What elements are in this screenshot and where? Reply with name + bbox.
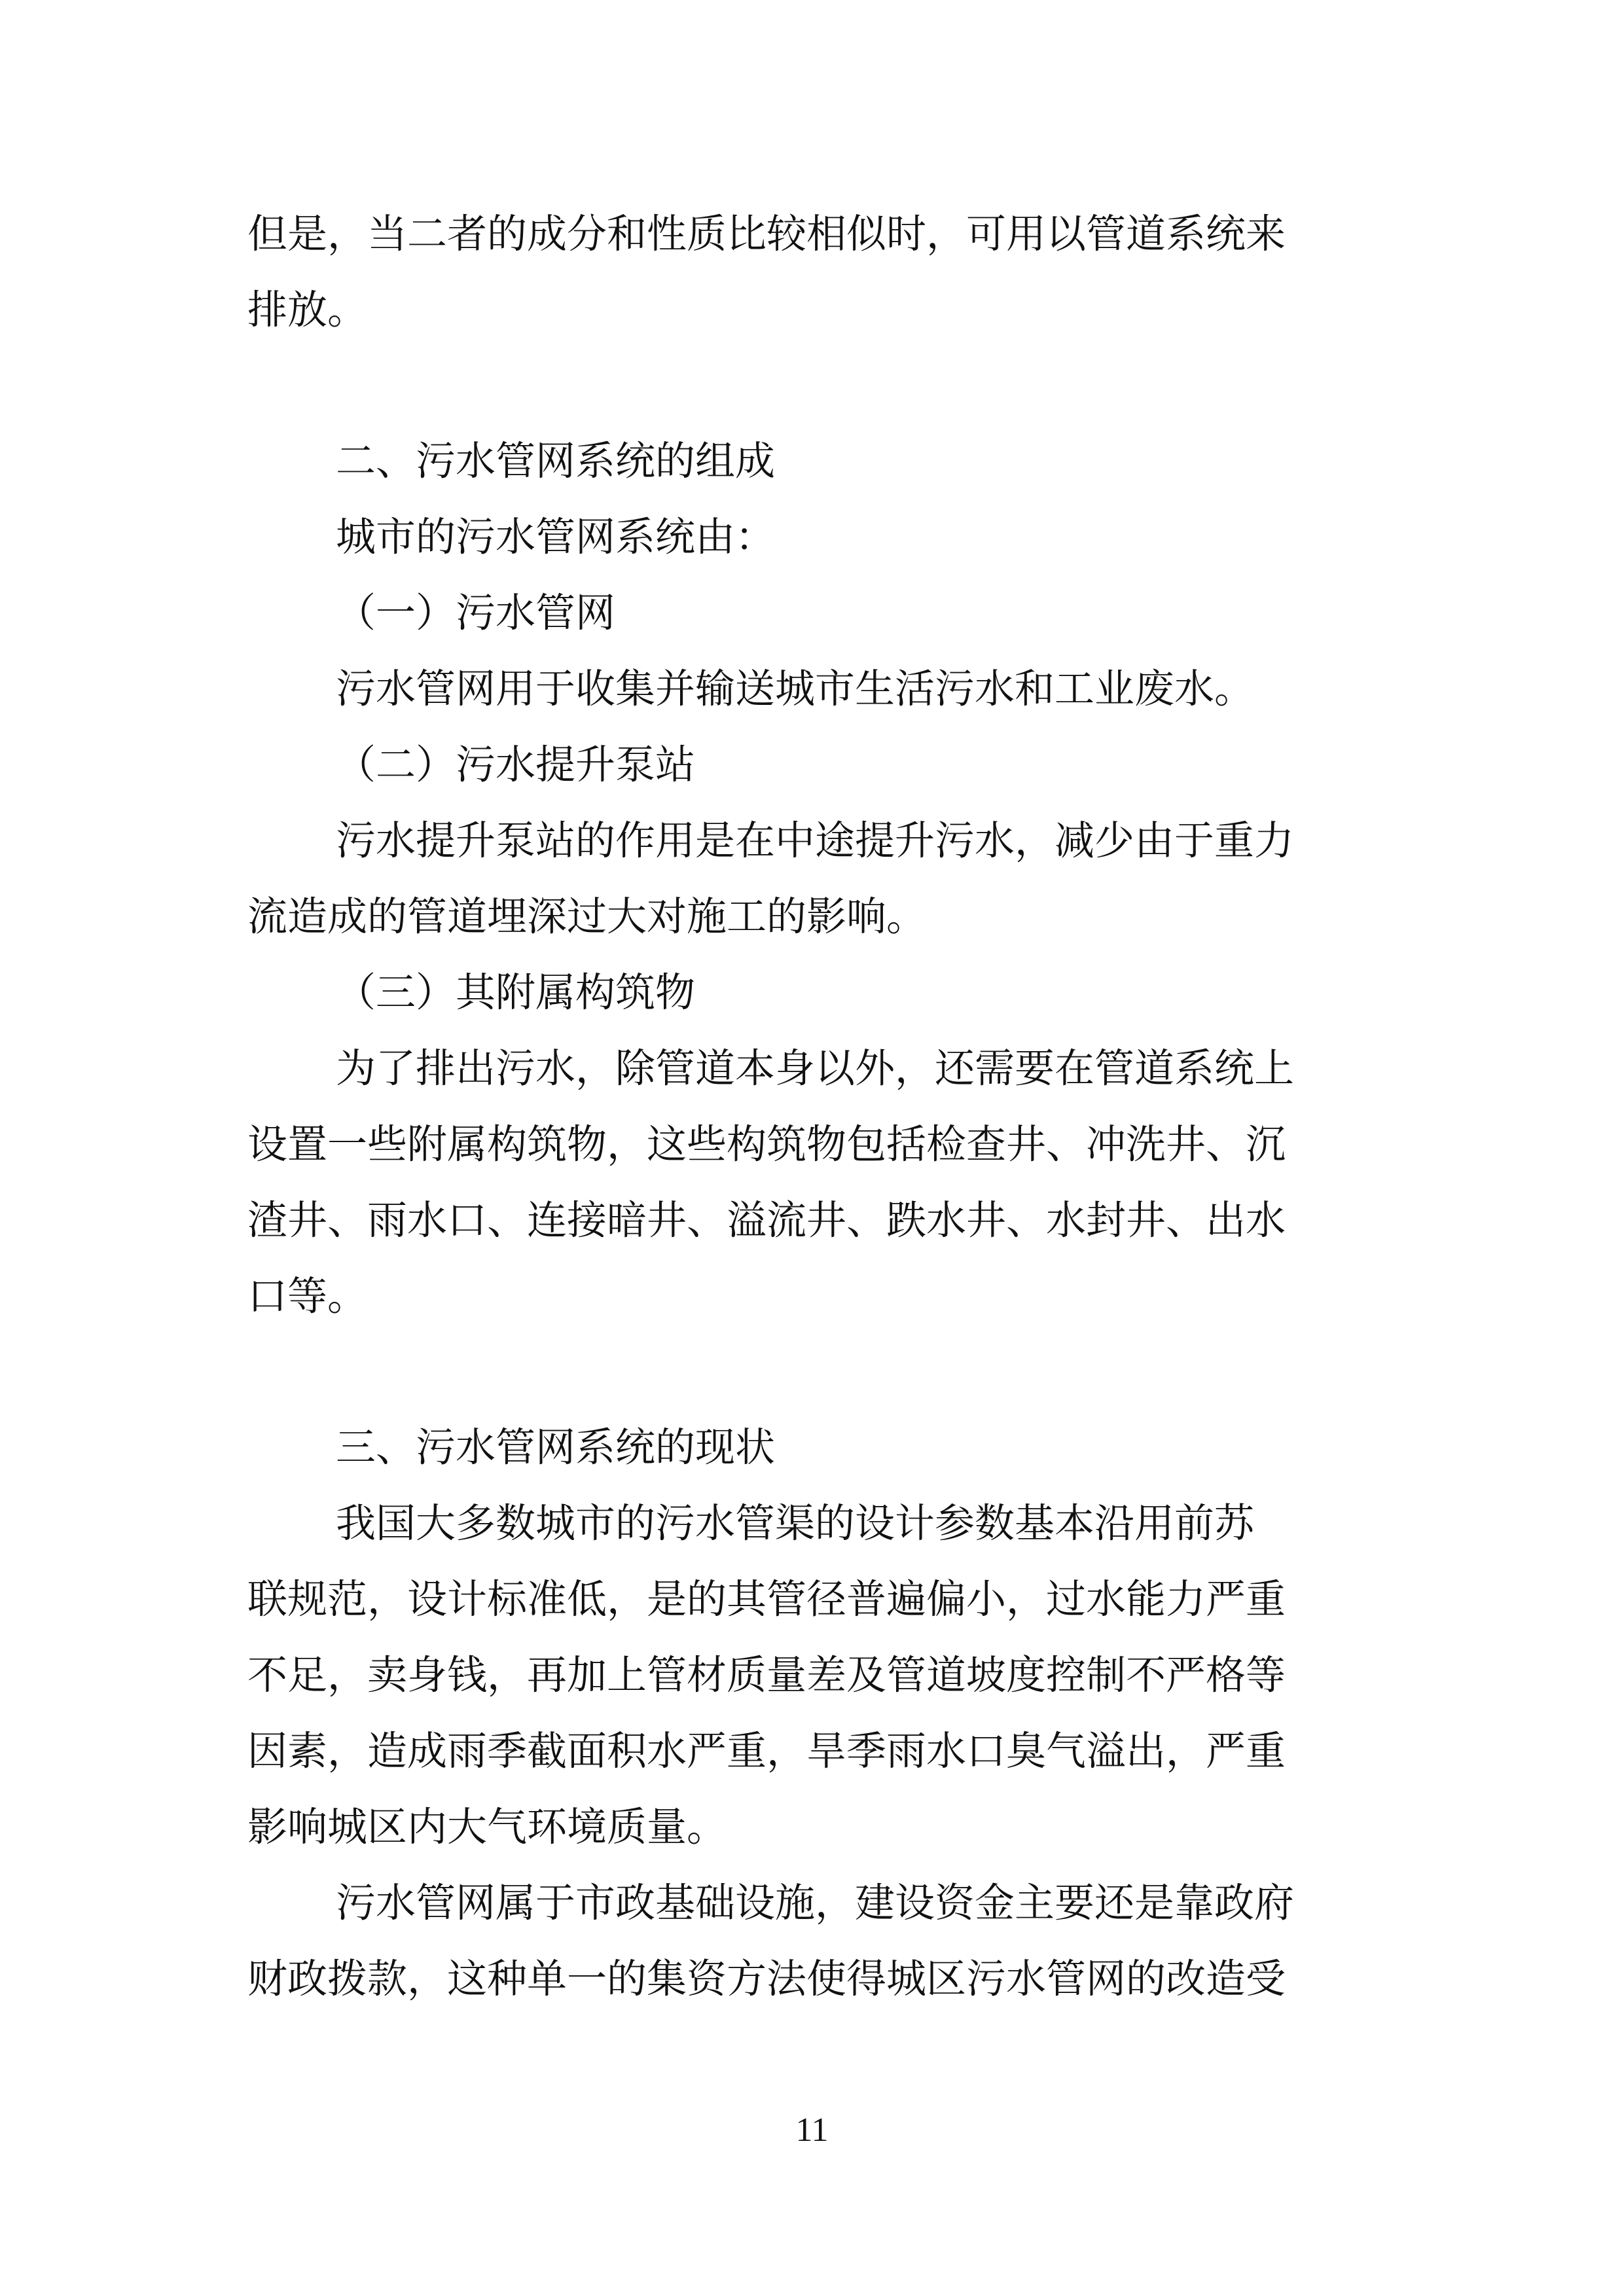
paragraph-line: 渣井、雨水口、连接暗井、溢流井、跌水井、水封井、出水	[247, 1197, 1286, 1244]
subsection-heading-1: （一）污水管网	[336, 590, 616, 636]
paragraph-line: 影响城区内大气环境质量。	[247, 1804, 727, 1850]
section-gap	[247, 348, 1386, 423]
paragraph-line: 污水管网用于收集并输送城市生活污水和工业废水。	[336, 666, 1255, 712]
paragraph-line: 口等。	[247, 1273, 368, 1319]
section-heading-3: 三、污水管网系统的现状	[336, 1424, 776, 1471]
paragraph-line: 城市的污水管网系统由：	[336, 514, 776, 560]
subsection-heading-3: （三）其附属构筑物	[336, 969, 696, 1016]
document-page	[247, 196, 1386, 2017]
section-heading-2: 二、污水管网系统的组成	[336, 438, 776, 484]
paragraph-line: 不足，卖身钱，再加上管材质量差及管道坡度控制不严格等	[247, 1652, 1286, 1698]
paragraph-line: 但是，当二者的成分和性质比较相似时，可用以管道系统来	[247, 211, 1286, 257]
paragraph-line: 排放。	[247, 287, 368, 333]
paragraph-line: 联规范，设计标准低，是的其管径普遍偏小，过水能力严重	[247, 1576, 1286, 1623]
paragraph-line: 为了排出污水，除管道本身以外，还需要在管道系统上	[336, 1045, 1295, 1092]
subsection-heading-2: （二）污水提升泵站	[336, 742, 696, 788]
paragraph-line: 污水提升泵站的作用是在中途提升污水，减少由于重力	[336, 817, 1295, 864]
paragraph-line: 财政拨款，这种单一的集资方法使得城区污水管网的改造受	[247, 1956, 1286, 2002]
section-gap	[247, 1335, 1386, 1410]
paragraph-line: 流造成的管道埋深过大对施工的影响。	[247, 893, 927, 940]
paragraph-line: 污水管网属于市政基础设施，建设资金主要还是靠政府	[336, 1880, 1295, 1926]
paragraph-line: 设置一些附属构筑物，这些构筑物包括检查井、冲洗井、沉	[247, 1121, 1286, 1168]
paragraph-line: 我国大多数城市的污水管渠的设计参数基本沿用前苏	[336, 1500, 1255, 1547]
page-number: 11	[795, 2111, 829, 2149]
paragraph-line: 因素，造成雨季截面积水严重，旱季雨水口臭气溢出，严重	[247, 1728, 1286, 1774]
